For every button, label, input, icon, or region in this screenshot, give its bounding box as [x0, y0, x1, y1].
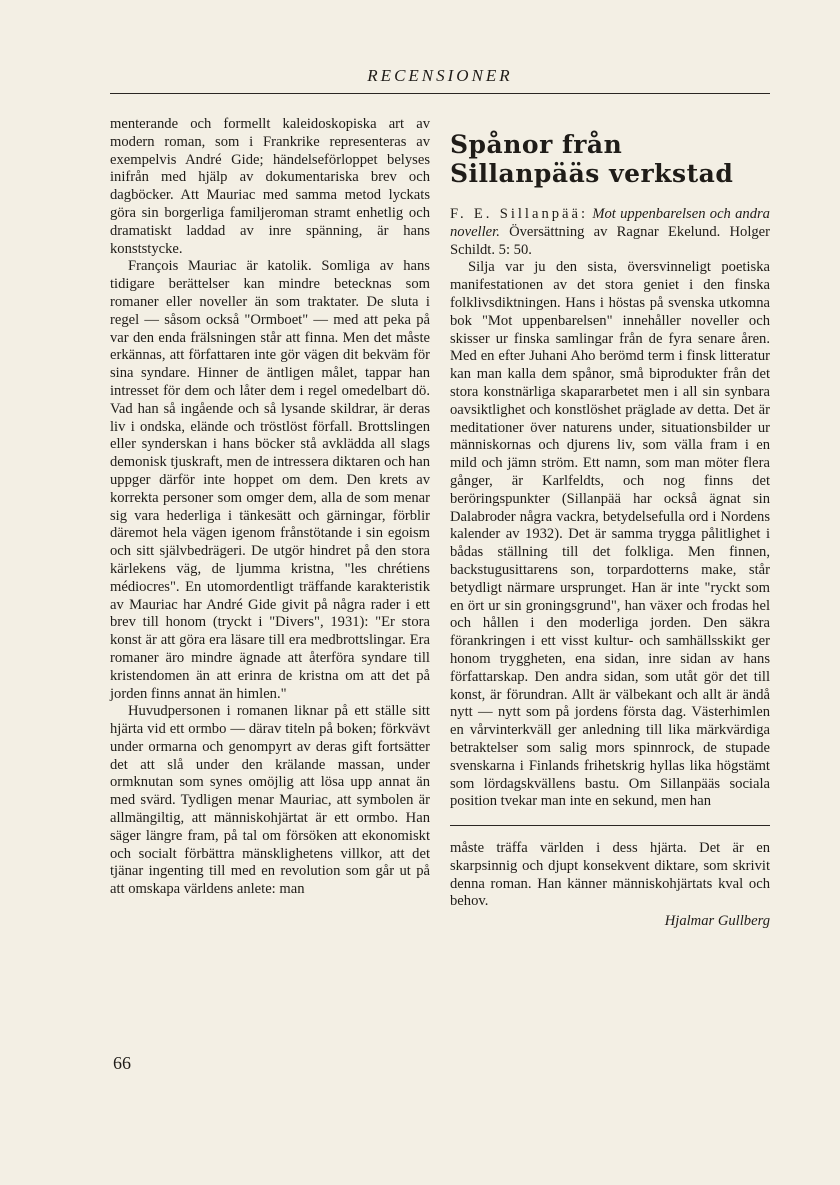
book-publication: Översättning av Ragnar Ekelund. Holger Schildt. 5: 50.	[450, 223, 771, 258]
reviewer-signature: Hjalmar Gullberg	[664, 913, 770, 930]
running-head: RECENSIONER	[367, 66, 513, 85]
review-title-line-1: Spånor från	[450, 130, 623, 159]
left-paragraph-3: Huvudpersonen i romanen liknar på ett ställe sitt hjärta vid ett ormbo — därav titeln på boken; förkvävt under ormarna och genompyrt av deras gift fortsätter det att slå under den krälande massan, under ormknutan som synes omöjlig att lösa upp annat än med svärd. Tydligen menar Mauriac, att symbolen är allmängiltig, att människohjärtat är ett ormbo. Han säger längre fram, på tal om försöken att ekonomiskt och socialt förbättra mänsklighetens villkor, att det tjänar ingenting till med en revolution som går ut på att omskapa världens anlete: man	[110, 703, 430, 898]
left-paragraph-1: menterande och formellt kaleidoskopiska art av modern roman, som i Frankrike representeras av exempelvis André Gide; händelseförloppet belyses inifrån med hjälp av dokumentariska brev och dagböcker. Att Mauriac med samma metod lyckats göra sin borgerliga familjeroman stramt enhetlig och dramatiskt laddad av inre spänning, är hans konststycke.	[110, 116, 430, 257]
left-column	[110, 116, 430, 899]
review-title-line-2: Sillanpääs verkstad	[450, 159, 734, 188]
book-author: F. E. Sillanpää:	[450, 206, 589, 222]
header-rule	[110, 93, 770, 94]
review-body: Silja var ju den sista, översvinneligt poetiska manifestationen av det stora geniet i den finska folklivsdiktningen. Hans i höstas på svenska utkomna bok "Mot uppenbarelsen" innehåller noveller och skisser ur finska samlingar från de fyra senare åren. Med en efter Juhani Aho berömd term i finsk litteratur kan man kalla dem spånor, små biprodukter från det stora konstnärliga skapararbetet men i all sin synbara oavsiktlighet och konstlöshet präglade av detta. Det är meditationer över naturens under, situationsbilder ur människornas och djurens liv, som välla fram i en mild och jämn ström. Ett namn, som man möter flera gånger, är Karlfeldts, och nog finns det beröringspunkter (Sillanpää har också ägnat sin Dalabroder några vackra, betydelsefulla ord i Nordens kalender av 1932). Det är samma trygga pålitlighet i bådas ställning till det folkliga. Men finnen, backstugusittarens son, torpardotterns make, står betydligt närmare ursprunget. Han är inte "ryckt som en ört ur sin groningsgrund", han växer och frodas hel och hållen i den moderliga jorden. Den säkra förankringen i ett visst kultur- och samhällsskikt ger honom tryggheten, ena sidan, inre sidan av hans författarskap. Den andra sidan, som utåt gör det till konst, är förundran. Allt är välbekant och allt är ändå nytt — nytt som på jordens första dag. Västerhimlen en vårvinterkväll ger anledning till lika märkvärdiga betraktelser som salig mors spinnrock, de stupade svenskarna i Finlands frihetskrig hyllas lika högstämt som lördagskvällens bastu. Om Sillanpääs sociala position tvekar man inte en sekund, men han	[450, 259, 770, 810]
book-title: Mot uppenbarelsen och andra noveller.	[450, 206, 770, 240]
right-column	[450, 130, 770, 931]
page-number: 66	[113, 1053, 131, 1073]
review-title	[450, 130, 770, 188]
review-byline	[450, 206, 770, 259]
left-paragraph-2: François Mauriac är katolik. Somliga av hans tidigare berättelser kan mindre betecknas som romaner eller noveller än som traktater. De sluta i regel — såsom också "Ormboet" — med att peka på var den enda frälsningen står att finna. Men det måste erkännas, att författaren inte gör vägen dit bekväm för sina syndare. Hinner de äntligen målet, tappar han intresset för dem och låter dem i regel omedelbart dö. Vad han så ingående och så lysande skildrar, är deras liv i ondska, elände och tröstlöst förfall. Brottslingen eller synderskan i hans böcker stå avklädda all slags demonisk tjuskraft, men de intressera diktaren och han uppger därför inte hoppet om dem. Den krets av korrekta personer som omger dem, alla de som menar sig vara hederliga i tänkesätt och gärningar, förblir däremot hela vägen igenom frånstötande i sin egoism och sitt självbedrägeri. De utgör hindret på den stora kärlekens väg, de ljumma kristna, "les chrétiens médiocres". En utomordentligt träffande karakteristik av Mauriac har André Gide givit på några rader i ett brev till honom (tryckt i "Divers", 1931): "Er stora konst är att göra era läsare till era medbrottslingar. Era romaner äro mindre ägnade att återföra syndare till kristendomen än att erinra de kristna om att det på jorden finns annat än himlen."	[110, 258, 430, 702]
review-continuation: måste träffa världen i dess hjärta. Det är en skarpsinnig och djupt konsekvent diktare, som skrivit denna roman. Han känner människohjärtats kval och behov.	[450, 840, 770, 910]
column-rule	[450, 825, 770, 826]
